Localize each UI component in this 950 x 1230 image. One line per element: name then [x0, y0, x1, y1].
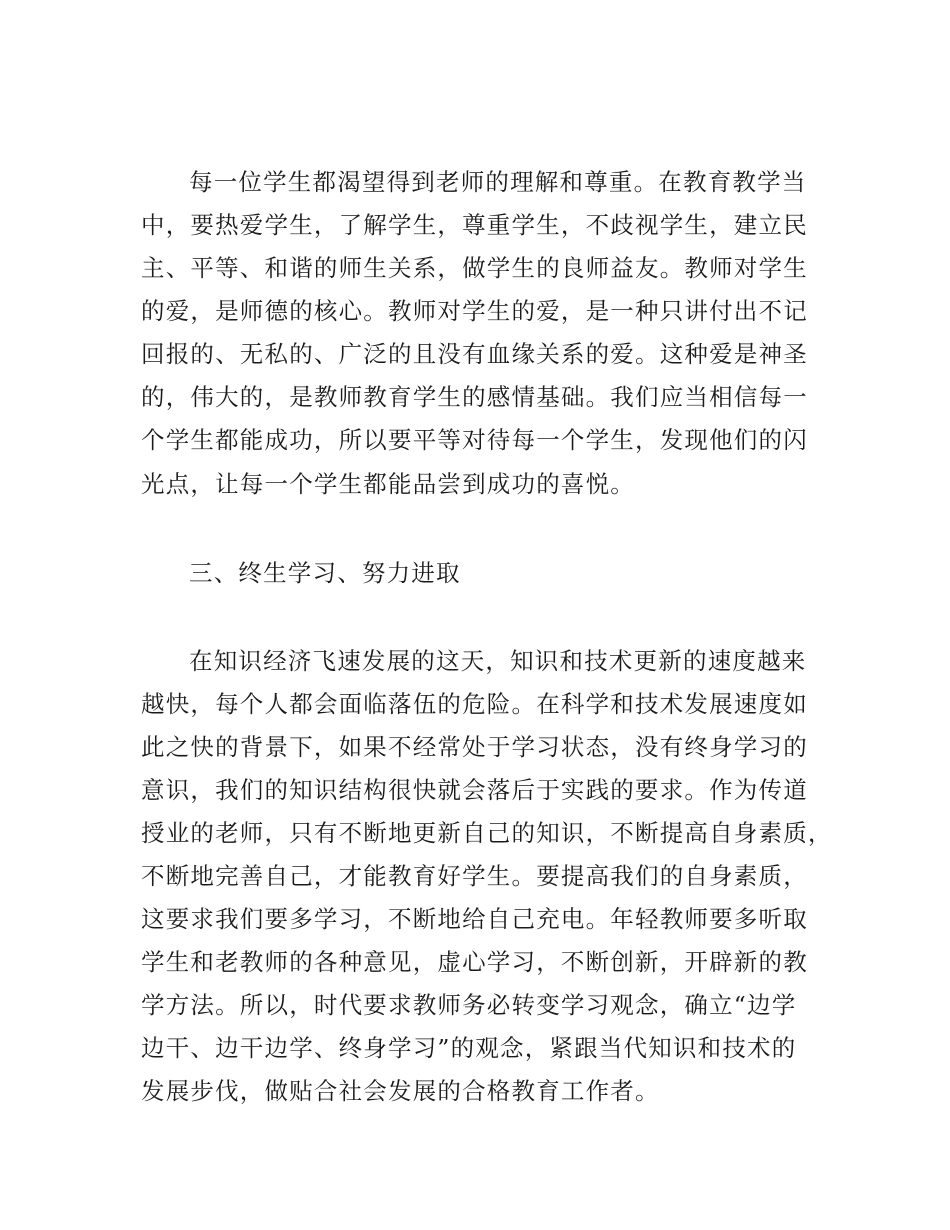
paragraph-1-line-2: 中，要热爱学生，了解学生，尊重学生，不歧视学生，建立民	[141, 211, 808, 239]
paragraph-1-line-4: 的爱，是师德的核心。教师对学生的爱，是一种只讲付出不记	[141, 297, 808, 325]
paragraph-2-line-4: 意识，我们的知识结构很快就会落后于实践的要求。作为传道	[141, 776, 808, 804]
paragraph-2-line-8: 学生和老教师的各种意见，虚心学习，不断创新，开辟新的教	[141, 948, 808, 976]
section-heading-3: 三、终生学习、努力进取	[189, 559, 461, 587]
paragraph-1-line-3: 主、平等、和谐的师生关系，做学生的良师益友。教师对学生	[141, 254, 808, 282]
paragraph-1-line-1: 每一位学生都渴望得到老师的理解和尊重。在教育教学当	[189, 168, 807, 196]
paragraph-1-line-6: 的，伟大的，是教师教育学生的感情基础。我们应当相信每一	[141, 383, 808, 411]
paragraph-2-line-1: 在知识经济飞速发展的这天，知识和技术更新的速度越来	[189, 647, 807, 675]
paragraph-1-line-8: 光点，让每一个学生都能品尝到成功的喜悦。	[141, 470, 635, 498]
paragraph-2-line-11: 发展步伐，做贴合社会发展的合格教育工作者。	[141, 1077, 660, 1105]
paragraph-2-line-10: 边干、边干边学、终身学习”的观念，紧跟当代知识和技术的	[141, 1034, 797, 1062]
paragraph-2-line-5: 授业的老师，只有不断地更新自己的知识，不断提高自身素质，	[141, 819, 833, 847]
paragraph-1-line-5: 回报的、无私的、广泛的且没有血缘关系的爱。这种爱是神圣	[141, 340, 808, 368]
paragraph-2-line-9: 学方法。所以，时代要求教师务必转变学习观念，确立“边学	[141, 991, 797, 1019]
paragraph-2-line-3: 此之快的背景下，如果不经常处于学习状态，没有终身学习的	[141, 733, 808, 761]
paragraph-2-line-6: 不断地完善自己，才能教育好学生。要提高我们的自身素质，	[141, 862, 808, 890]
paragraph-2-line-7: 这要求我们要多学习，不断地给自己充电。年轻教师要多听取	[141, 905, 808, 933]
paragraph-1-line-7: 个学生都能成功，所以要平等对待每一个学生，发现他们的闪	[141, 426, 808, 454]
paragraph-2-line-2: 越快，每个人都会面临落伍的危险。在科学和技术发展速度如	[141, 690, 808, 718]
